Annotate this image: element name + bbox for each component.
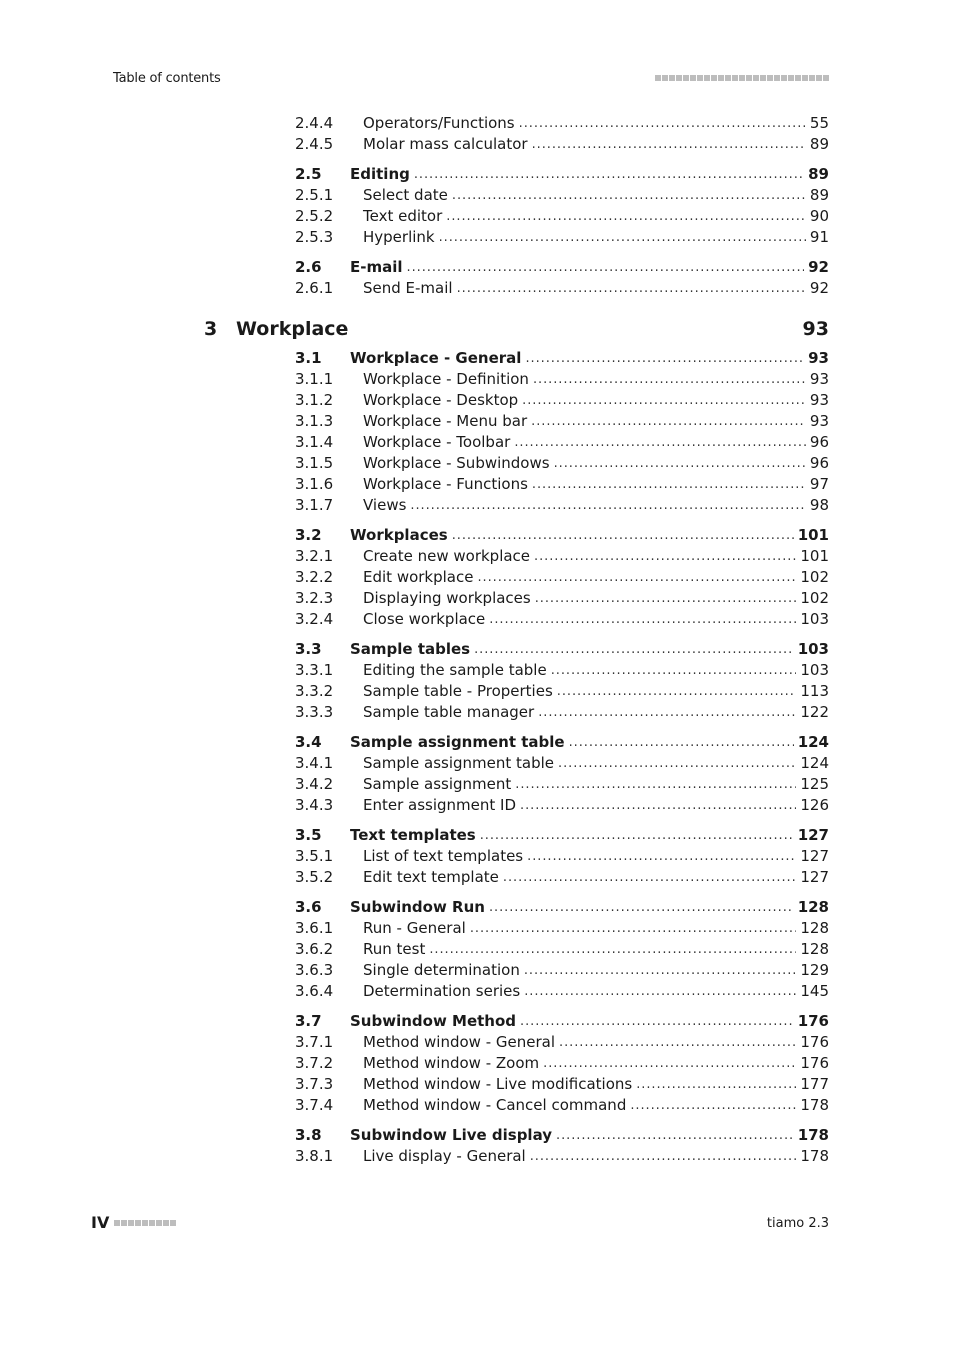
toc-dot-leader	[414, 164, 804, 185]
toc-entry-page: 127	[797, 826, 829, 844]
toc-entry-title: Workplace - Desktop	[363, 391, 519, 409]
toc-section[interactable]	[295, 1011, 829, 1032]
toc-entry-title: Subwindow Method	[350, 1012, 517, 1030]
toc-chapter-title: Workplace	[236, 318, 349, 340]
toc-entry-page: 89	[809, 135, 829, 153]
toc-entry-page: 145	[800, 982, 829, 1000]
toc-entry-number: 3.1.4	[295, 433, 334, 451]
toc-entry-number: 3.1.7	[295, 496, 334, 514]
toc-subsection[interactable]	[295, 918, 829, 939]
toc-subsection[interactable]	[295, 113, 829, 134]
toc-subsection[interactable]	[295, 939, 829, 960]
toc-entry-title: Editing the sample table	[363, 661, 547, 679]
toc-entry-title: Workplace - Menu bar	[363, 412, 528, 430]
toc-dot-leader	[452, 525, 794, 546]
toc-entry-title: Determination series	[363, 982, 521, 1000]
header-decoration	[655, 75, 829, 81]
toc-dot-leader	[520, 1011, 794, 1032]
toc-subsection[interactable]	[295, 1095, 829, 1116]
toc-subsection[interactable]	[295, 846, 829, 867]
toc-entry-title: Workplace - General	[350, 349, 522, 367]
toc-entry-title: Sample assignment	[363, 775, 512, 793]
toc-entry-number: 3.2.4	[295, 610, 334, 628]
toc-subsection[interactable]	[295, 1074, 829, 1095]
toc-entry-number: 3.6.3	[295, 961, 334, 979]
toc-chapter-page: 93	[802, 318, 829, 340]
toc-dot-leader	[470, 918, 797, 939]
toc-subsection[interactable]	[295, 206, 829, 227]
toc-entry-number: 2.5.3	[295, 228, 334, 246]
toc-section[interactable]	[295, 825, 829, 846]
toc-section[interactable]	[295, 1125, 829, 1146]
toc-subsection[interactable]	[295, 390, 829, 411]
toc-entry-number: 3.2	[295, 526, 322, 544]
toc-subsection[interactable]	[295, 411, 829, 432]
toc-entry-page: 124	[800, 754, 829, 772]
toc-entry-number: 2.5.1	[295, 186, 334, 204]
toc-entry-number: 2.6	[295, 258, 322, 276]
toc-entry-number: 3.8	[295, 1126, 322, 1144]
toc-entry-title: Workplace - Functions	[363, 475, 528, 493]
toc-dot-leader	[551, 660, 797, 681]
toc-entry-number: 3.7	[295, 1012, 322, 1030]
toc-entry-title: Editing	[350, 165, 410, 183]
toc-entry-number: 3.8.1	[295, 1147, 334, 1165]
toc-section[interactable]	[295, 164, 829, 185]
toc-dot-leader	[439, 227, 806, 248]
toc-dot-leader	[527, 846, 796, 867]
toc-entry-title: Sample table manager	[363, 703, 535, 721]
toc-entry-title: Sample table - Properties	[363, 682, 553, 700]
toc-entry-number: 3.2.3	[295, 589, 334, 607]
toc-dot-leader	[569, 732, 794, 753]
toc-entry-number: 3.6	[295, 898, 322, 916]
toc-entry-number: 3.1.2	[295, 391, 334, 409]
toc-dot-leader	[446, 206, 806, 227]
toc-dot-leader	[630, 1095, 796, 1116]
toc-dot-leader	[515, 774, 796, 795]
toc-entry-number: 3.7.3	[295, 1075, 334, 1093]
toc-dot-leader	[524, 981, 796, 1002]
toc-dot-leader	[519, 113, 806, 134]
toc-dot-leader	[525, 348, 804, 369]
toc-dot-leader	[480, 825, 794, 846]
toc-dot-leader	[543, 1053, 796, 1074]
toc-entry-title: Hyperlink	[363, 228, 435, 246]
toc-dot-leader	[524, 960, 797, 981]
toc-subsection[interactable]	[295, 227, 829, 248]
toc-entry-number: 3.6.4	[295, 982, 334, 1000]
toc-entry-page: 90	[809, 207, 829, 225]
toc-entry-number: 3.3.3	[295, 703, 334, 721]
toc-dot-leader	[559, 1032, 796, 1053]
toc-entry-number: 3.5	[295, 826, 322, 844]
toc-entry-page: 176	[797, 1012, 829, 1030]
toc-entry-number: 2.5.2	[295, 207, 334, 225]
toc-section[interactable]	[295, 525, 829, 546]
toc-entry-number: 3.1.5	[295, 454, 334, 472]
toc-section[interactable]	[295, 897, 829, 918]
toc-entry-title: Text editor	[363, 207, 443, 225]
toc-dot-leader	[407, 257, 805, 278]
toc-entry-page: 176	[800, 1054, 829, 1072]
toc-entry-page: 128	[797, 898, 829, 916]
toc-entry-page: 113	[800, 682, 829, 700]
toc-entry-page: 92	[808, 258, 829, 276]
toc-entry-number: 3.7.1	[295, 1033, 334, 1051]
toc-subsection[interactable]	[295, 134, 829, 155]
toc-entry-number: 3.4.1	[295, 754, 334, 772]
toc-entry-number: 3.7.4	[295, 1096, 334, 1114]
toc-entry-page: 127	[800, 847, 829, 865]
toc-entry-title: Method window - General	[363, 1033, 555, 1051]
toc-entry-number: 3.3.1	[295, 661, 334, 679]
toc-dot-leader	[535, 588, 797, 609]
toc-entry-page: 176	[800, 1033, 829, 1051]
toc-dot-leader	[556, 1125, 794, 1146]
toc-entry-page: 103	[797, 640, 829, 658]
toc-entry-title: Workplace - Subwindows	[363, 454, 550, 472]
toc-entry-page: 93	[808, 349, 829, 367]
toc-subsection[interactable]	[295, 1053, 829, 1074]
toc-subsection[interactable]	[295, 609, 829, 630]
toc-subsection[interactable]	[295, 795, 829, 816]
toc-subsection[interactable]	[295, 1146, 829, 1167]
toc-entry-title: Run test	[363, 940, 426, 958]
toc-section[interactable]	[295, 348, 829, 369]
toc-entry-number: 3.7.2	[295, 1054, 334, 1072]
toc-entry-title: Close workplace	[363, 610, 486, 628]
toc-entry-title: Views	[363, 496, 407, 514]
toc-dot-leader	[457, 278, 806, 299]
toc-subsection[interactable]	[295, 588, 829, 609]
toc-entry-page: 178	[797, 1126, 829, 1144]
toc-dot-leader	[534, 546, 796, 567]
toc-section[interactable]	[295, 639, 829, 660]
toc-entry-number: 3.3	[295, 640, 322, 658]
toc-entry-page: 103	[800, 610, 829, 628]
toc-subsection[interactable]	[295, 495, 829, 516]
toc-subsection[interactable]	[295, 546, 829, 567]
toc-dot-leader	[557, 681, 797, 702]
toc-entry-page: 96	[809, 433, 829, 451]
toc-subsection[interactable]	[295, 960, 829, 981]
toc-entry-number: 3.5.2	[295, 868, 334, 886]
toc-entry-number: 3.3.2	[295, 682, 334, 700]
toc-subsection[interactable]	[295, 702, 829, 723]
toc-entry-number: 3.6.1	[295, 919, 334, 937]
toc-subsection[interactable]	[295, 185, 829, 206]
toc-subsection[interactable]	[295, 278, 829, 299]
toc-dot-leader	[429, 939, 796, 960]
toc-dot-leader	[522, 390, 806, 411]
toc-dot-leader	[554, 453, 806, 474]
toc-entry-title: Method window - Live modifications	[363, 1075, 633, 1093]
toc-entry-number: 2.4.5	[295, 135, 334, 153]
toc-dot-leader	[532, 474, 806, 495]
toc-entry-title: Select date	[363, 186, 448, 204]
toc-entry-title: Text templates	[350, 826, 476, 844]
toc-subsection[interactable]	[295, 774, 829, 795]
toc-entry-page: 127	[800, 868, 829, 886]
toc-dot-leader	[474, 639, 794, 660]
toc-dot-leader	[410, 495, 805, 516]
toc-entry-page: 128	[800, 919, 829, 937]
header-title: Table of contents	[113, 71, 221, 86]
toc-entry-number: 3.6.2	[295, 940, 334, 958]
toc-subsection[interactable]	[295, 474, 829, 495]
toc-subsection[interactable]	[295, 681, 829, 702]
footer-page-number: IV	[91, 1213, 110, 1232]
toc-entry-page: 89	[809, 186, 829, 204]
toc-dot-leader	[452, 185, 806, 206]
toc-dot-leader	[558, 753, 796, 774]
toc-entry-page: 92	[809, 279, 829, 297]
toc-entry-number: 3.4	[295, 733, 322, 751]
toc-entry-page: 101	[797, 526, 829, 544]
toc-chapter[interactable]	[204, 315, 829, 343]
toc-dot-leader	[514, 432, 806, 453]
toc-entry-title: Molar mass calculator	[363, 135, 528, 153]
toc-entry-page: 178	[800, 1096, 829, 1114]
toc-entry-title: Send E-mail	[363, 279, 453, 297]
toc-entry-page: 178	[800, 1147, 829, 1165]
toc-entry-title: List of text templates	[363, 847, 524, 865]
toc-entry-page: 93	[809, 412, 829, 430]
toc-entry-title: Workplace - Toolbar	[363, 433, 511, 451]
toc-entry-page: 103	[800, 661, 829, 679]
toc-entry-title: Workplaces	[350, 526, 448, 544]
toc-entry-page: 129	[800, 961, 829, 979]
toc-entry-number: 3.5.1	[295, 847, 334, 865]
toc-dot-leader	[531, 411, 806, 432]
toc-entry-title: Method window - Zoom	[363, 1054, 540, 1072]
toc-entry-number: 3.1	[295, 349, 322, 367]
toc-dot-leader	[538, 702, 796, 723]
toc-entry-number: 3.1.1	[295, 370, 334, 388]
toc-entry-title: Subwindow Run	[350, 898, 485, 916]
toc-entry-number: 2.5	[295, 165, 322, 183]
toc-entry-page: 177	[800, 1075, 829, 1093]
toc-dot-leader	[503, 867, 796, 888]
toc-entry-number: 3.1.6	[295, 475, 334, 493]
toc-subsection[interactable]	[295, 1032, 829, 1053]
toc-entry-title: Sample assignment table	[363, 754, 555, 772]
toc-entry-title: Enter assignment ID	[363, 796, 517, 814]
toc-entry-page: 128	[800, 940, 829, 958]
toc-subsection[interactable]	[295, 981, 829, 1002]
toc-section[interactable]	[295, 732, 829, 753]
toc-entry-page: 122	[800, 703, 829, 721]
toc-entry-page: 98	[809, 496, 829, 514]
toc-entry-number: 3.2.2	[295, 568, 334, 586]
toc-entry-number: 3.4.3	[295, 796, 334, 814]
toc-subsection[interactable]	[295, 567, 829, 588]
toc-subsection[interactable]	[295, 369, 829, 390]
toc-subsection[interactable]	[295, 660, 829, 681]
toc-entry-page: 125	[800, 775, 829, 793]
toc-entry-title: Sample assignment table	[350, 733, 565, 751]
toc-entry-number: 2.4.4	[295, 114, 334, 132]
toc-entry-title: Displaying workplaces	[363, 589, 531, 607]
toc-dot-leader	[530, 1146, 797, 1167]
toc-entry-title: Operators/Functions	[363, 114, 515, 132]
toc-entry-title: Sample tables	[350, 640, 471, 658]
toc-subsection[interactable]	[295, 432, 829, 453]
toc-entry-page: 96	[809, 454, 829, 472]
toc-dot-leader	[636, 1074, 796, 1095]
toc-entry-page: 102	[800, 568, 829, 586]
toc-dot-leader	[489, 609, 796, 630]
toc-dot-leader	[533, 369, 806, 390]
toc-entry-page: 102	[800, 589, 829, 607]
toc-entry-number: 2.6.1	[295, 279, 334, 297]
toc-dot-leader	[520, 795, 796, 816]
toc-entry-page: 55	[809, 114, 829, 132]
toc-dot-leader	[489, 897, 794, 918]
toc-entry-page: 93	[809, 370, 829, 388]
toc-entry-number: 3.4.2	[295, 775, 334, 793]
toc-section[interactable]	[295, 257, 829, 278]
toc-entry-title: Live display - General	[363, 1147, 526, 1165]
toc-entry-page: 93	[809, 391, 829, 409]
toc-entry-title: Create new workplace	[363, 547, 531, 565]
toc-entry-page: 126	[800, 796, 829, 814]
toc-entry-page: 101	[800, 547, 829, 565]
toc-entry-title: Edit workplace	[363, 568, 474, 586]
toc-entry-page: 89	[808, 165, 829, 183]
toc-subsection[interactable]	[295, 753, 829, 774]
toc-entry-page: 97	[809, 475, 829, 493]
footer-product-name: tiamo 2.3	[766, 1216, 829, 1231]
toc-subsection[interactable]	[295, 453, 829, 474]
toc-entry-title: Method window - Cancel command	[363, 1096, 627, 1114]
toc-entry-title: Workplace - Definition	[363, 370, 529, 388]
toc-chapter-number: 3	[204, 318, 218, 340]
toc-entry-title: Edit text template	[363, 868, 499, 886]
toc-subsection[interactable]	[295, 867, 829, 888]
footer-decoration	[114, 1220, 176, 1226]
toc-entry-number: 3.1.3	[295, 412, 334, 430]
toc-entry-number: 3.2.1	[295, 547, 334, 565]
toc-entry-title: Single determination	[363, 961, 520, 979]
toc-dot-leader	[532, 134, 806, 155]
toc-entry-page: 91	[809, 228, 829, 246]
toc-entry-title: Run - General	[363, 919, 466, 937]
toc-entry-title: E-mail	[350, 258, 403, 276]
toc-dot-leader	[477, 567, 796, 588]
toc-entry-page: 124	[797, 733, 829, 751]
toc-entry-title: Subwindow Live display	[350, 1126, 553, 1144]
